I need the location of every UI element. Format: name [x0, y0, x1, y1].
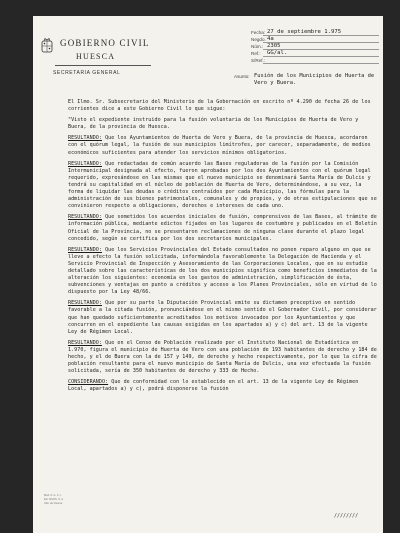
- department-name: SECRETARIA GENERAL: [53, 70, 121, 76]
- paragraph-keyword: RESULTANDO:: [68, 246, 102, 253]
- body-paragraph: [68, 340, 378, 375]
- paragraph-keyword: RESULTANDO:: [68, 214, 102, 221]
- meta-num-label: Núm.:: [251, 44, 264, 49]
- body-paragraph: [68, 379, 378, 393]
- meta-date-value: 27 de septiembre 1.975: [267, 29, 342, 35]
- paragraph-keyword: RESULTANDO:: [68, 135, 102, 142]
- paragraph-keyword: RESULTANDO:: [68, 339, 102, 346]
- subject-text: Fusión de los Municipios de Huerta de Vero y Buera.: [254, 73, 375, 86]
- meta-sref-line: [263, 63, 379, 64]
- body-paragraph: [68, 300, 378, 335]
- continuation-marks: ////////: [334, 513, 359, 519]
- paragraph-keyword: CONSIDERANDO:: [68, 379, 109, 386]
- coat-of-arms-icon: [41, 38, 53, 54]
- body-paragraph: [68, 99, 378, 113]
- paragraph-text: Que en el Censo de Población realizado por el Instituto Nacional de Estadística en 1.970, figura el municipio de Huerta de Vero con una población de 193 habitantes de derecho y 184 de hecho, y el de Buera con la de 157 y 149, de derecho y hecho respectivamente, por lo que la cifra de población resultante para el nuevo municipio de Santa María de Dulcis, una vez efectuada la fusión solicitada, sería de 350 habitantes de derecho y 333 de Hecho.: [68, 339, 377, 375]
- letter-body: [68, 99, 378, 397]
- printer-imprint: Mod. 8. G. C. I. Est. RIVAS, S. A. Vda. de Vicente: [44, 494, 64, 505]
- document-page: [33, 16, 383, 533]
- document-metadata: [251, 29, 379, 64]
- meta-date-label: Fecha:: [251, 30, 266, 35]
- letterhead-rule: [55, 65, 151, 66]
- meta-num-value: 2305: [267, 43, 281, 49]
- meta-ref-row: [251, 50, 379, 57]
- org-province: HUESCA: [76, 52, 116, 61]
- meta-num-row: [251, 43, 379, 50]
- subject-label: Asunto:: [234, 74, 250, 79]
- meta-sref-label: S/Ref.:: [251, 58, 266, 63]
- meta-sref-row: [251, 57, 379, 64]
- org-name: GOBIERNO CIVIL: [60, 38, 150, 48]
- body-paragraph: [68, 135, 378, 156]
- paragraph-keyword: RESULTANDO:: [68, 160, 102, 167]
- meta-negociado-label: Negdo.: [251, 37, 266, 42]
- paragraph-text: "Visto el expediente instruido para la fusión voluntaria de los Municipios de Huerta de Vero y Buera, de la provincia de Huesca.: [68, 117, 359, 131]
- paragraph-text: Que sometidos los acuerdos iniciales de fusión, comprensivos de las Bases, al trámite de información pública, mediante edictos fijados en los lugares de costumbre y publicados en el Boletín Oficial de la Provincia, no se presentaron reclamaciones de ninguna clase durante el plazo legal concedido, según se certifica por los dos secretarios municipales.: [68, 214, 377, 242]
- paragraph-text: Que los Ayuntamientos de Huerta de Vero y Buera, de la provincia de Huesca, acordaron con el quórum legal, la fusión de sus municipios limítrofes, por carecer, separadamente, de medios económicos suficientes para atender los servicios mínimos obligatorios.: [68, 135, 371, 156]
- meta-negociado-row: [251, 36, 379, 43]
- body-paragraph: [68, 117, 378, 131]
- meta-date-row: [251, 29, 379, 36]
- paragraph-text: Que de conformidad con lo establecido en el art. 13 de la vigente Ley de Régimen Local, apartados a) y c), podrá disponerse la fusión: [68, 379, 359, 393]
- paragraph-text: Que por su parte la Diputación Provincial emite su dictamen preceptivo en sentido favorable a la citada fusión, pronunciándose en el mismo sentido el Gobernador Civil, por considerar que han quedado suficientemente acreditados los motivos invocados por los Ayuntamientos y que concurren en el expediente las causas exigidas en los apartados a) y c) del art. 13 de la vigente Ley de Régimen Local.: [68, 300, 377, 335]
- body-paragraph: [68, 247, 378, 297]
- paragraph-text: Que los Servicios Provinciales del Estado consultados no ponen reparo alguno en que se lleve a efecto la fusión solicitada, informándola favorablemente la Delegación de Hacienda y el Servicio Provincial de Inspección y Asesoramiento de las Corporaciones Locales, que en su estudio detallado sobre las características de los dos municipios significa como beneficios inmediatos de la alteración los siguientes: economía en los gastos de administración, simplificación de ésta, subvenciones y ventajas en punto a créditos y acceso a los Planes Provinciales, sólo en virtud de lo dispuesto por la Ley 48/66.: [68, 246, 377, 296]
- meta-ref-label: Ref.:: [251, 51, 261, 56]
- body-paragraph: [68, 214, 378, 242]
- meta-ref-value: GG/al.: [267, 50, 288, 56]
- paragraph-keyword: RESULTANDO:: [68, 300, 102, 307]
- meta-negociado-value: 4a: [267, 36, 274, 42]
- body-paragraph: [68, 161, 378, 211]
- paragraph-text: El Ilmo. Sr. Subsecretario del Ministerio de la Gobernación en escrito nº 4.290 de fecha 26 de los corrientes dice a este Gobierno Civil lo que sigue:: [68, 99, 371, 113]
- paragraph-text: Que redactadas de común acuerdo las Bases reguladoras de la fusión por la Comisión Intermunicipal designada al efecto, fueron aprobadas por los dos Ayuntamientos con el quórum legal requerido, expresándose en las mismas que el nuevo municipio se denominará Santa María de Dulcis y tendrá su capitalidad en el núcleo de población de Huerta de Vero, determinándose, a su vez, la forma de liquidar las deudas o créditos contraídos por cada Municipio, las fórmulas para la administración de sus bienes patrimoniales, comunales y de propios, y de otras estipulaciones que se convinieron respecto a obligaciones, derechos e intereses de cada uno.: [68, 160, 377, 210]
